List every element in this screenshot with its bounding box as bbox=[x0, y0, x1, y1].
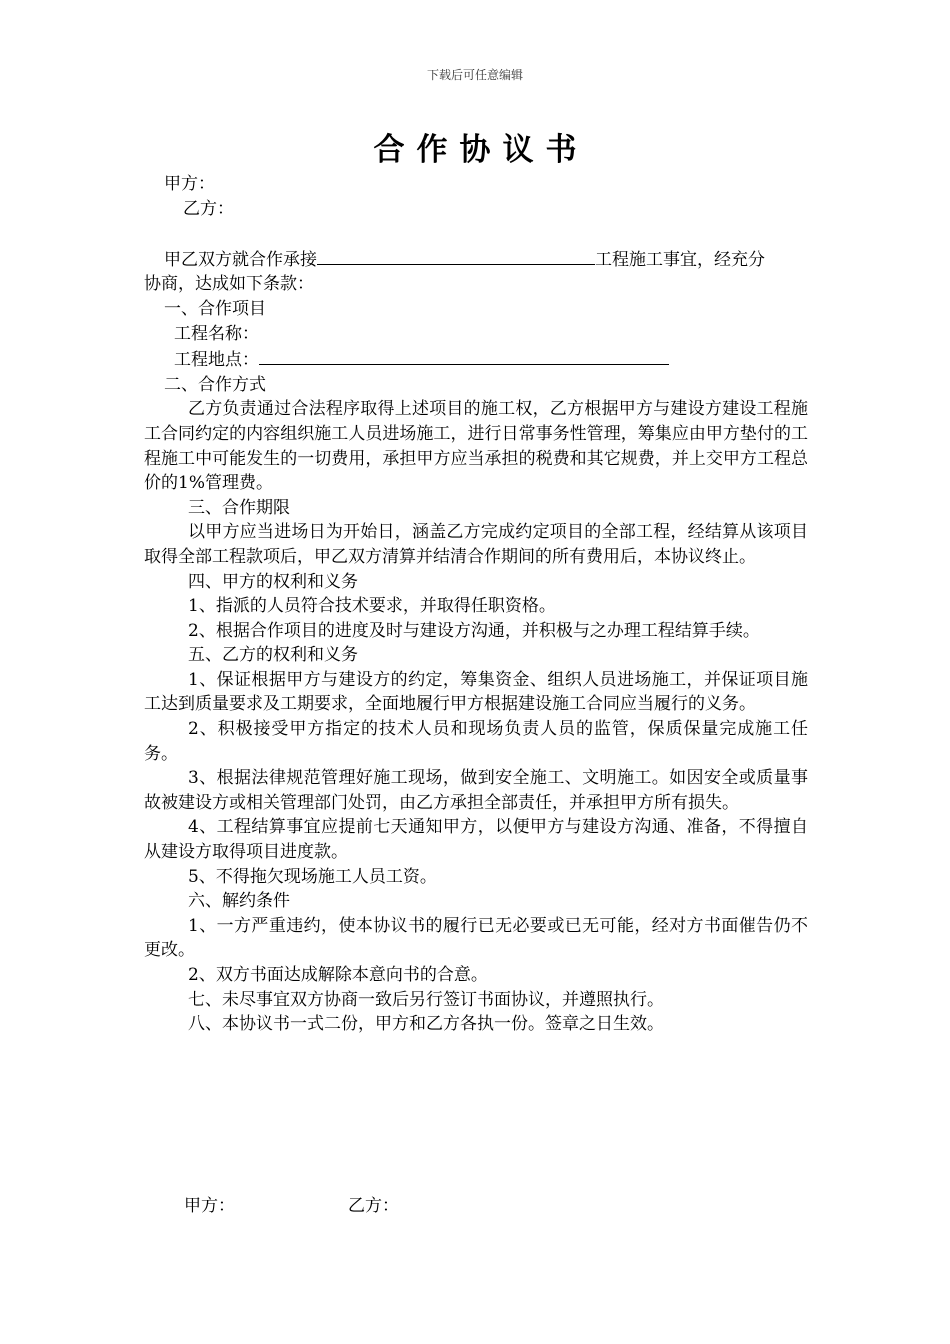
project-location-label: 工程地点： bbox=[174, 350, 259, 371]
section-2-body: 乙方负责通过合法程序取得上述项目的施工权，乙方根据甲方与建设方建设工程施工合同约定的内容组织施工人员进场施工，进行日常事务性管理，筹集应由甲方垫付的工程施工中可能发生的一切费用，承担甲方应当承担的税费和其它规费，并上交甲方工程总价的1%管理费。 bbox=[144, 399, 808, 494]
section-4-item: 2、根据合作项目的进度及时与建设方沟通，并积极与之办理工程结算手续。 bbox=[188, 620, 760, 641]
section-5-item: 2、积极接受甲方指定的技术人员和现场负责人员的监管，保质保量完成施工任务。 bbox=[144, 719, 808, 764]
section-5-item: 4、工程结算事宜应提前七天通知甲方，以便甲方与建设方沟通、准备，不得擅自从建设方取得项目进度款。 bbox=[144, 817, 808, 863]
header-note: 下载后可任意编辑 bbox=[426, 68, 523, 82]
section-2-heading: 二、合作方式 bbox=[164, 374, 266, 395]
intro-line-2: 协商，达成如下条款： bbox=[144, 274, 314, 295]
section-1-heading: 一、合作项目 bbox=[164, 298, 266, 319]
project-name-label: 工程名称： bbox=[174, 323, 259, 344]
section-6-item: 2、双方书面达成解除本意向书的合意。 bbox=[188, 965, 488, 985]
signature-party-a: 甲方： bbox=[184, 1196, 235, 1216]
section-4-item: 1、指派的人员符合技术要求，并取得任职资格。 bbox=[188, 596, 556, 617]
section-6-item: 1、一方严重违约，使本协议书的履行已无必要或已无可能，经对方书面催告仍不更改。 bbox=[144, 915, 808, 961]
document-title: 合作协议书 bbox=[373, 132, 589, 168]
section-4-heading: 四、甲方的权利和义务 bbox=[188, 571, 358, 592]
signature-row bbox=[184, 1194, 399, 1218]
section-7: 七、未尽事宜双方协商一致后另行签订书面协议，并遵照执行。 bbox=[188, 989, 664, 1010]
intro-text-before: 甲乙双方就合作承接 bbox=[164, 249, 317, 270]
intro-line-1 bbox=[144, 246, 808, 273]
section-5-item: 3、根据法律规范管理好施工现场，做到安全施工、文明施工。如因安全或质量事故被建设方或相关管理部门处罚，由乙方承担全部责任，并承担甲方所有损失。 bbox=[144, 768, 808, 813]
project-location-blank-field[interactable] bbox=[259, 346, 669, 365]
project-location-row bbox=[144, 346, 808, 373]
section-6-heading: 六、解约条件 bbox=[188, 891, 290, 912]
section-3-heading: 三、合作期限 bbox=[188, 497, 290, 518]
section-8: 八、本协议书一式二份，甲方和乙方各执一份。签章之日生效。 bbox=[188, 1014, 664, 1035]
spacer bbox=[144, 221, 808, 246]
agreement-body bbox=[144, 172, 808, 1037]
section-5-heading: 五、乙方的权利和义务 bbox=[188, 645, 358, 666]
section-3-body: 以甲方应当进场日为开始日，涵盖乙方完成约定项目的全部工程，经结算从该项目取得全部工程款项后，甲乙双方清算并结清合作期间的所有费用后，本协议终止。 bbox=[144, 522, 808, 567]
party-a-label: 甲方： bbox=[164, 174, 215, 194]
intro-text-after: 工程施工事宜，经充分 bbox=[595, 249, 765, 270]
section-5-item: 5、不得拖欠现场施工人员工资。 bbox=[188, 866, 437, 887]
section-5-item: 1、保证根据甲方与建设方的约定，筹集资金、组织人员进场施工，并保证项目施工达到质量要求及工期要求，全面地履行甲方根据建设施工合同应当履行的义务。 bbox=[144, 669, 808, 715]
signature-party-b: 乙方： bbox=[348, 1196, 399, 1216]
party-b-label: 乙方： bbox=[183, 198, 234, 219]
project-blank-field[interactable] bbox=[317, 246, 595, 265]
